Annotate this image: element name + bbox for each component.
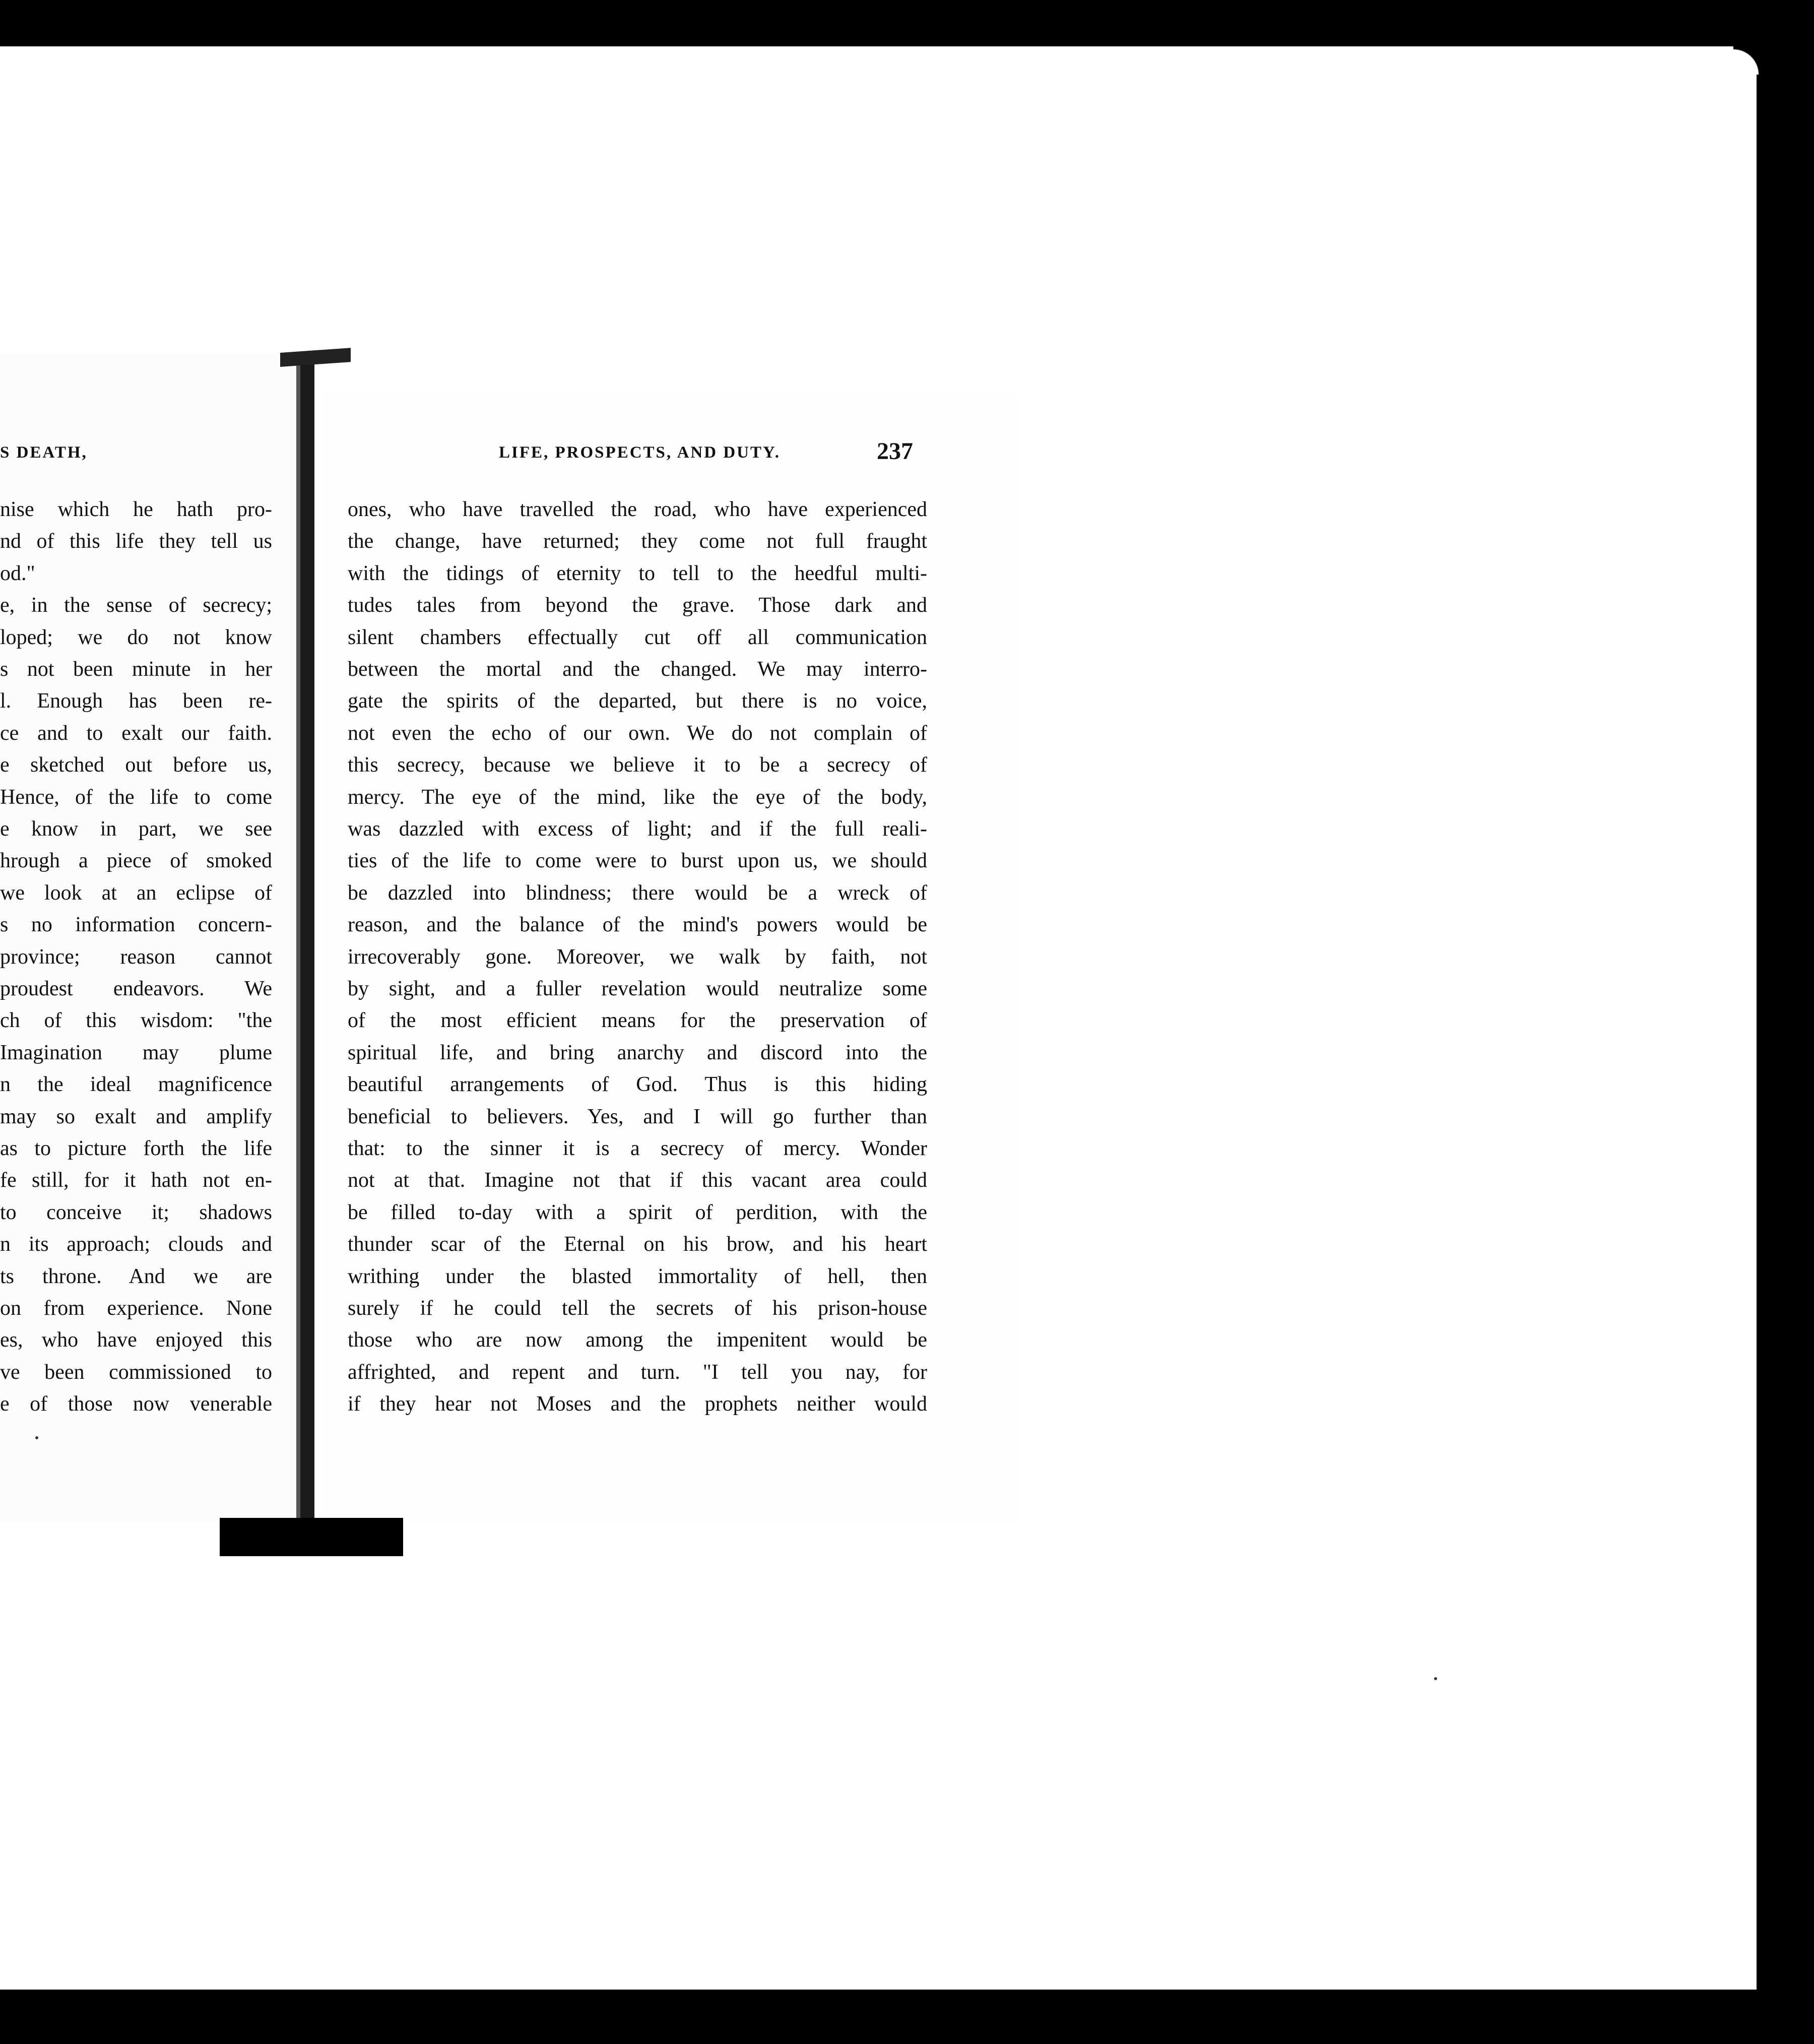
text-line: be dazzled into blindness; there would be a wreck of	[348, 881, 927, 905]
text-line: was dazzled with excess of light; and if the full reali-	[348, 817, 927, 841]
scanner-frame-right	[1757, 0, 1814, 2044]
text-line: ties of the life to come were to burst upon us, we should	[348, 849, 927, 873]
right-running-head: LIFE, PROSPECTS, AND DUTY.	[499, 443, 781, 462]
text-line: loped; we do not know	[0, 625, 272, 649]
text-line: surely if he could tell the secrets of his prison-house	[348, 1297, 927, 1320]
text-line: those who are now among the impenitent would be	[348, 1328, 927, 1352]
text-line: not at that. Imagine not that if this vacant area could	[348, 1169, 927, 1192]
text-line: irrecoverably gone. Moreover, we walk by faith, not	[348, 945, 927, 969]
text-line: with the tidings of eternity to tell to the heedful multi-	[348, 561, 927, 585]
gutter-clamp-edge	[296, 359, 300, 1518]
text-line: affrighted, and repent and turn. "I tell you nay, for	[348, 1360, 927, 1384]
scanner-frame-top	[0, 0, 1814, 46]
text-line: mercy. The eye of the mind, like the eye of the body,	[348, 785, 927, 809]
text-line: may so exalt and amplify	[0, 1105, 272, 1128]
text-line: nd of this life they tell us	[0, 530, 272, 553]
text-line: spiritual life, and bring anarchy and discord into the	[348, 1041, 927, 1064]
scanner-frame-bottom	[0, 1990, 1814, 2044]
text-line: of the most efficient means for the preservation of	[348, 1009, 927, 1033]
text-line: the change, have returned; they come not full fraught	[348, 530, 927, 553]
text-line: e, in the sense of secrecy;	[0, 594, 272, 617]
text-line: es, who have enjoyed this	[0, 1328, 272, 1352]
text-line: on from experience. None	[0, 1297, 272, 1320]
text-line: beautiful arrangements of God. Thus is this hiding	[348, 1073, 927, 1097]
text-line: we look at an eclipse of	[0, 881, 272, 905]
text-line: province; reason cannot	[0, 945, 272, 969]
text-line: ch of this wisdom: "the	[0, 1009, 272, 1033]
page-number: 237	[877, 438, 913, 465]
text-line: n the ideal magnificence	[0, 1073, 272, 1097]
text-line: s not been minute in her	[0, 658, 272, 681]
text-line: e of those now venerable	[0, 1392, 272, 1416]
page-corner	[1733, 44, 1764, 75]
text-line: to conceive it; shadows	[0, 1200, 272, 1224]
left-running-head: S DEATH,	[0, 443, 88, 462]
text-line: Hence, of the life to come	[0, 785, 272, 809]
scan-speck	[1434, 1677, 1437, 1680]
gutter-clamp	[300, 359, 314, 1518]
text-line: by sight, and a fuller revelation would neutralize some	[348, 977, 927, 1000]
text-line: silent chambers effectually cut off all communication	[348, 625, 927, 649]
text-line: be filled to-day with a spirit of perdition, with the	[348, 1200, 927, 1224]
text-line: tudes tales from beyond the grave. Those dark and	[348, 594, 927, 617]
text-line: s no information concern-	[0, 913, 272, 937]
text-line: proudest endeavors. We	[0, 977, 272, 1000]
text-line: as to picture forth the life	[0, 1137, 272, 1160]
text-line: ts throne. And we are	[0, 1264, 272, 1288]
text-line: ones, who have travelled the road, who have experienced	[348, 498, 927, 521]
gutter-clamp-top	[280, 348, 351, 367]
text-line: fe still, for it hath not en-	[0, 1169, 272, 1192]
text-line: gate the spirits of the departed, but there is no voice,	[348, 689, 927, 713]
text-line: Imagination may plume	[0, 1041, 272, 1064]
text-line: ce and to exalt our faith.	[0, 721, 272, 745]
text-line: that: to the sinner it is a secrecy of mercy. Wonder	[348, 1137, 927, 1160]
text-line: if they hear not Moses and the prophets neither would	[348, 1392, 927, 1416]
gutter-clamp-foot	[220, 1518, 403, 1556]
text-line: e know in part, we see	[0, 817, 272, 841]
text-line: e sketched out before us,	[0, 753, 272, 777]
text-line: n its approach; clouds and	[0, 1233, 272, 1256]
text-line: nise which he hath pro-	[0, 498, 272, 521]
text-line: od."	[0, 561, 35, 585]
text-line: this secrecy, because we believe it to be a secrecy of	[348, 753, 927, 777]
text-line: l. Enough has been re-	[0, 689, 272, 713]
text-line: not even the echo of our own. We do not complain of	[348, 721, 927, 745]
text-line: hrough a piece of smoked	[0, 849, 272, 873]
scan-speck	[35, 1436, 38, 1439]
text-line: beneficial to believers. Yes, and I will go further than	[348, 1105, 927, 1128]
text-line: writhing under the blasted immortality of hell, then	[348, 1264, 927, 1288]
text-line: thunder scar of the Eternal on his brow, and his heart	[348, 1233, 927, 1256]
text-line: between the mortal and the changed. We may interro-	[348, 658, 927, 681]
text-line: reason, and the balance of the mind's powers would be	[348, 913, 927, 937]
text-line: ve been commissioned to	[0, 1360, 272, 1384]
